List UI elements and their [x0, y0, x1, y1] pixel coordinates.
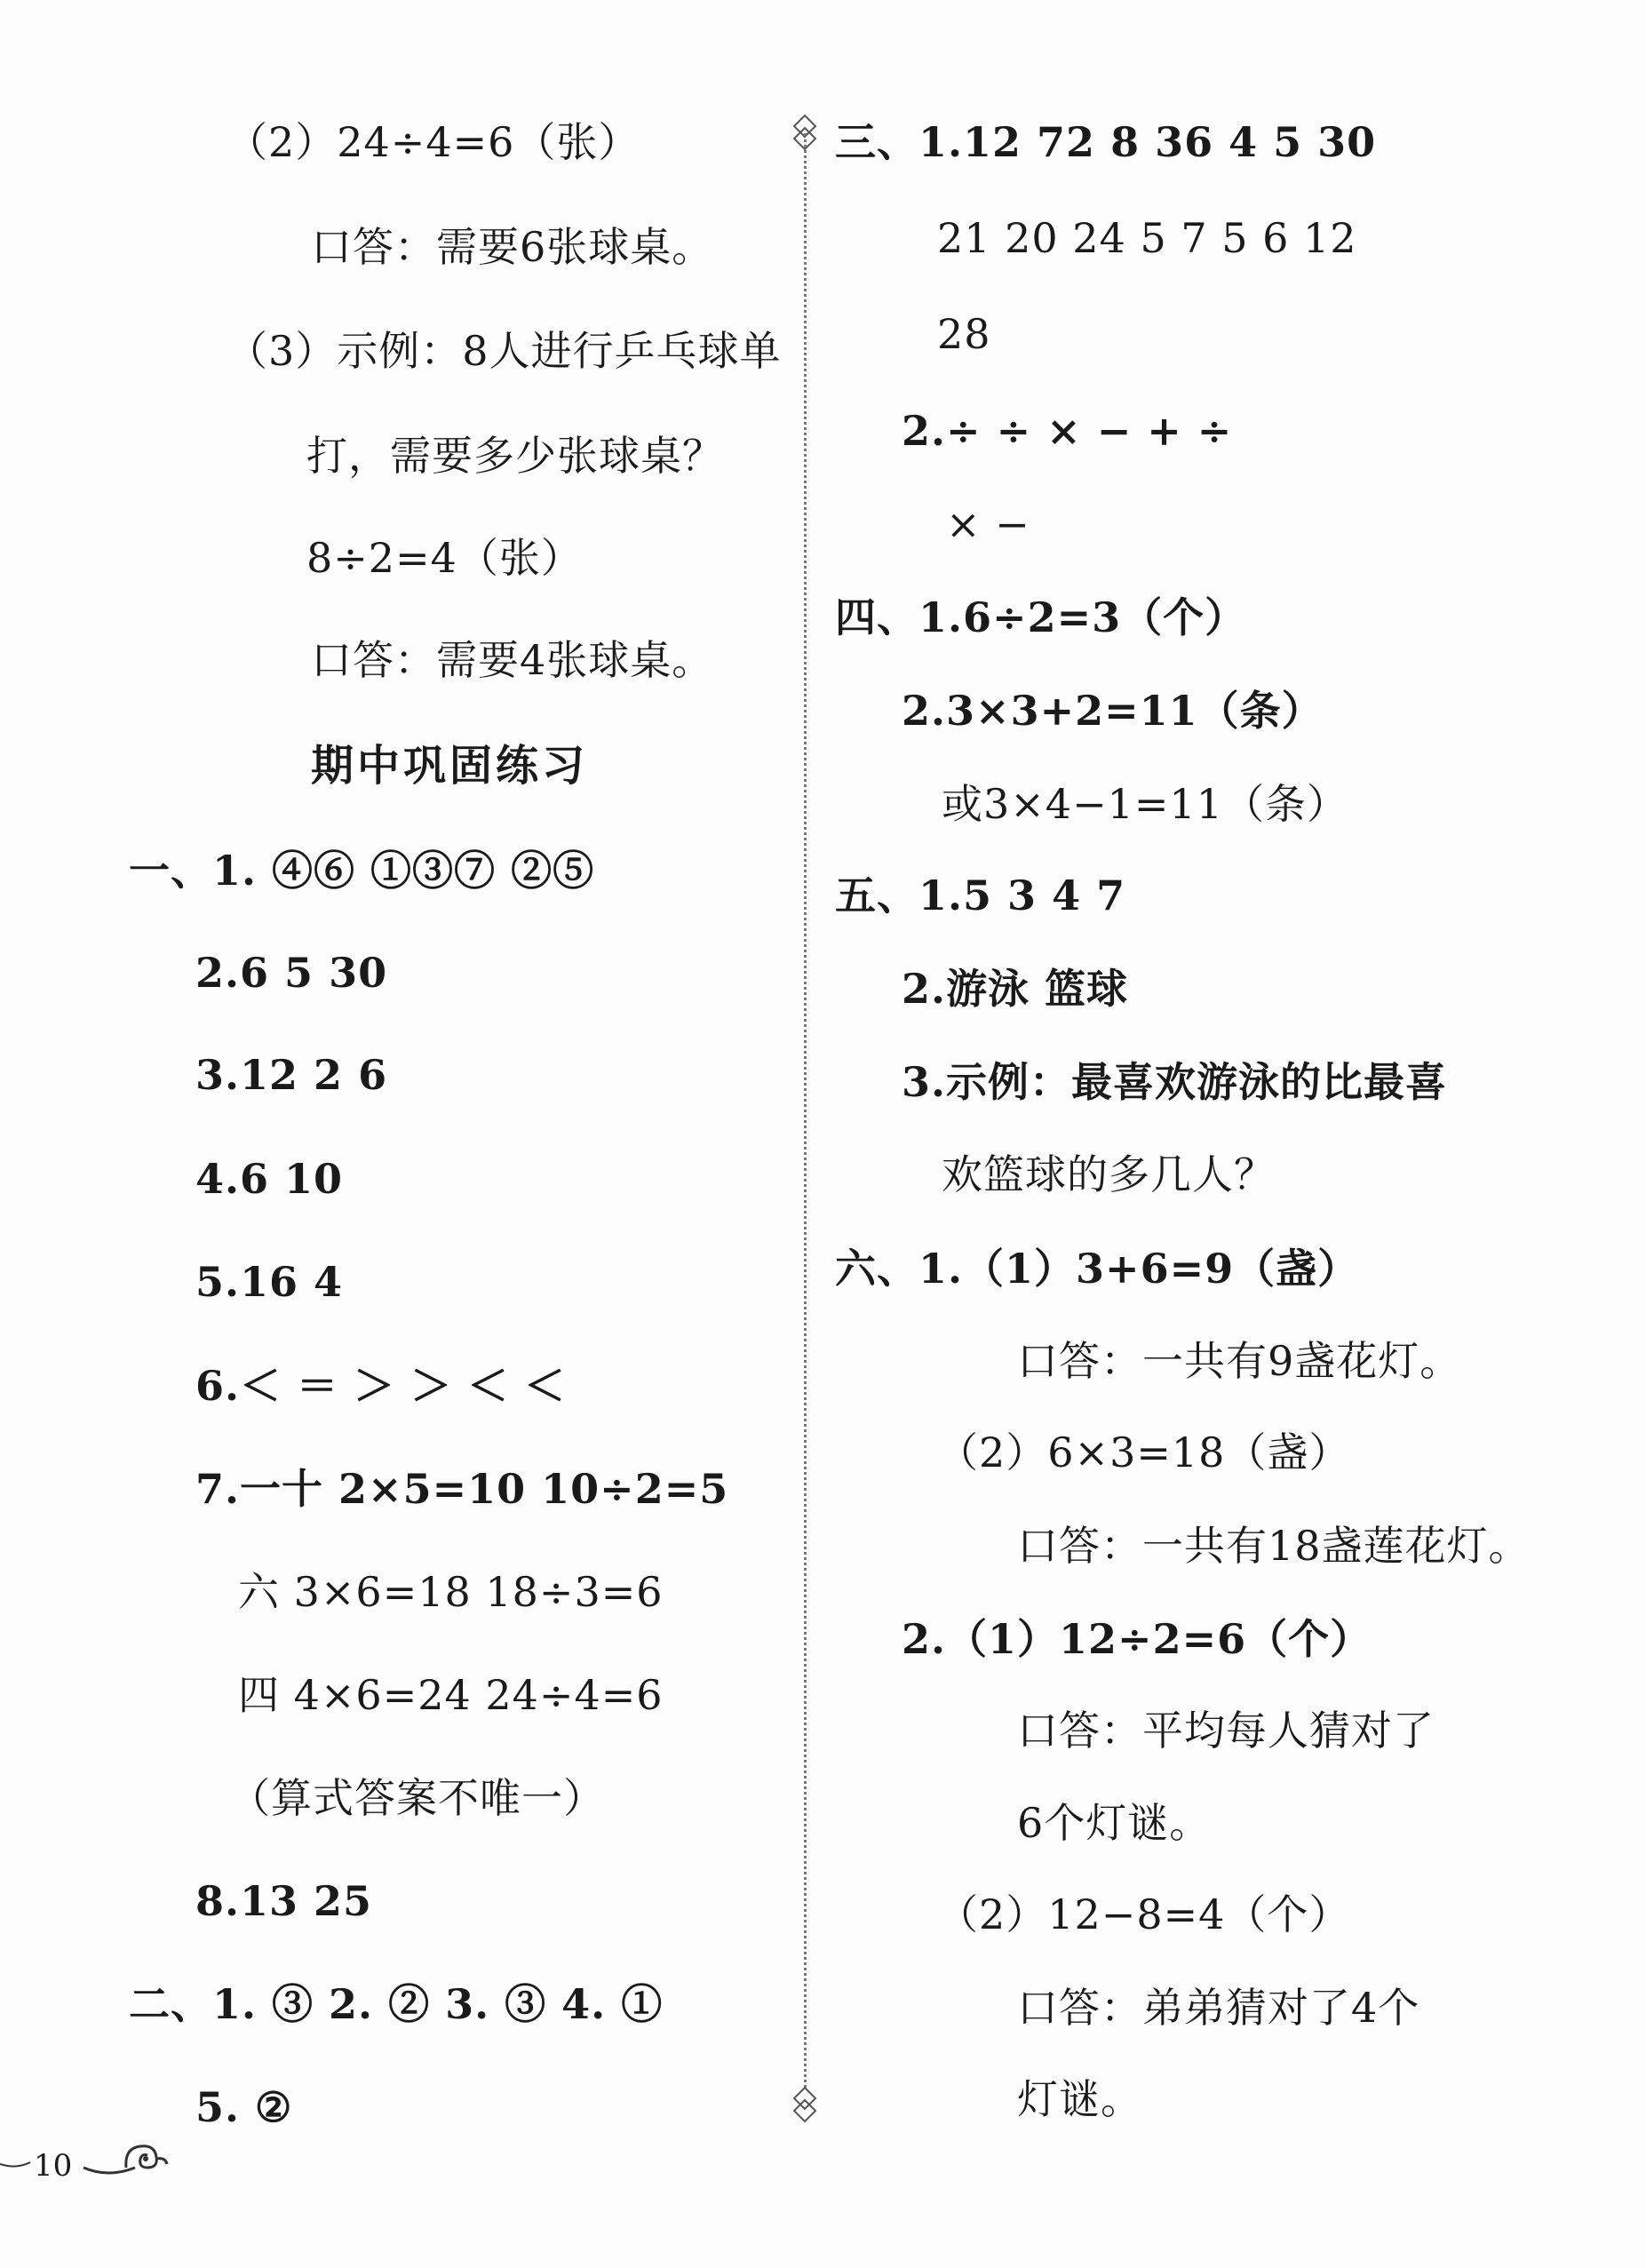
text-line: 口答：一共有18盏莲花灯。 — [1017, 1522, 1531, 1570]
text-line: 五、1.5 3 4 7 — [835, 871, 1126, 919]
cloud-ornament-icon — [82, 2132, 171, 2185]
text-line: 6个灯谜。 — [1017, 1799, 1212, 1847]
text-line: 7.一十 2×5=10 10÷2=5 — [195, 1465, 729, 1513]
text-line: （算式答案不唯一） — [229, 1774, 605, 1822]
text-line: × − — [946, 500, 1030, 548]
text-line: 5.16 4 — [195, 1258, 344, 1306]
text-line: 一、1. ④⑥ ①③⑦ ②⑤ — [129, 847, 595, 895]
text-line: 或3×4−1=11（条） — [942, 780, 1348, 828]
text-line: （3）示例：8人进行乒乓球单 — [227, 327, 782, 375]
text-line: （2）24÷4=6（张） — [227, 118, 640, 166]
divider-ornament-bottom — [789, 2086, 821, 2125]
text-line: 口答：一共有9盏花灯。 — [1017, 1337, 1462, 1385]
text-line: 21 20 24 5 7 5 6 12 — [937, 214, 1357, 262]
text-line: 3.示例：最喜欢游泳的比最喜 — [902, 1058, 1448, 1106]
text-line: 口答：平均每人猜对了 — [1017, 1707, 1435, 1755]
page-number: 10 — [34, 2148, 73, 2184]
text-line: 六 3×6=18 18÷3=6 — [238, 1568, 664, 1616]
text-line: 3.12 2 6 — [195, 1051, 388, 1099]
text-line: 8.13 25 — [195, 1877, 373, 1925]
column-divider — [804, 133, 807, 2088]
footer-line-icon — [0, 2153, 32, 2171]
text-line: 6.＜ ＝ ＞ ＞ ＜ ＜ — [195, 1362, 567, 1410]
text-line: （2）6×3=18（盏） — [937, 1428, 1351, 1476]
text-line: 灯谜。 — [1017, 2075, 1142, 2123]
section-title: 期中巩固练习 — [311, 741, 589, 791]
text-line: 2.游泳 篮球 — [902, 965, 1129, 1013]
text-line: （2）12−8=4（个） — [937, 1890, 1351, 1938]
text-line: 打，需要多少张球桌？ — [306, 432, 724, 480]
text-line: 四、1.6÷2=3（个） — [835, 593, 1247, 641]
text-line: 2.÷ ÷ × − + ÷ — [902, 407, 1233, 455]
text-line: 2.3×3+2=11（条） — [902, 687, 1324, 735]
text-line: 28 — [937, 310, 991, 358]
text-line: 5. ② — [195, 2083, 293, 2131]
text-line: 口答：需要4张球桌。 — [311, 636, 714, 684]
text-line: 2.（1）12÷2=6（个） — [902, 1615, 1372, 1663]
text-line: 四 4×6=24 24÷4=6 — [238, 1671, 664, 1719]
text-line: 六、1.（1）3+6=9（盏） — [835, 1245, 1360, 1293]
text-line: 4.6 10 — [195, 1155, 344, 1203]
text-line: 2.6 5 30 — [195, 949, 388, 997]
text-line: 口答：需要6张球桌。 — [311, 223, 714, 271]
text-line: 口答：弟弟猜对了4个 — [1017, 1984, 1420, 2032]
text-line: 8÷2=4（张） — [306, 534, 583, 582]
text-line: 欢篮球的多几人？ — [942, 1150, 1276, 1198]
text-line: 三、1.12 72 8 36 4 5 30 — [835, 118, 1377, 166]
text-line: 二、1. ③ 2. ② 3. ③ 4. ① — [129, 1980, 664, 2028]
